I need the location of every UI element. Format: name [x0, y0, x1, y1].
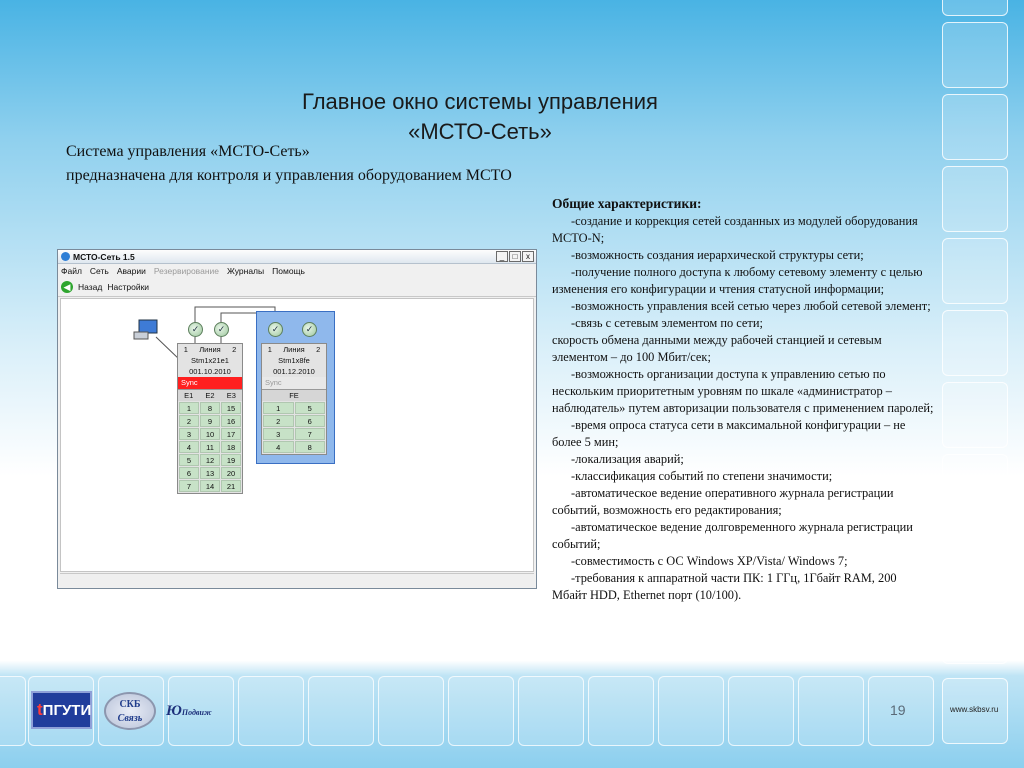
page-number: 19	[890, 702, 906, 718]
port-cell[interactable]: 12	[200, 454, 220, 466]
feature-item: -классификация событий по степени значимости;	[571, 469, 833, 483]
port-headers	[178, 389, 242, 401]
port-grid	[178, 401, 242, 493]
port-cell[interactable]: 7	[295, 428, 326, 440]
menu-file[interactable]: Файл	[61, 266, 82, 276]
port-cell[interactable]: 10	[200, 428, 220, 440]
features-title: Общие характеристики:	[552, 196, 702, 211]
device-line-row	[178, 344, 242, 355]
app-window	[57, 249, 537, 589]
port-cell[interactable]: 15	[221, 402, 241, 414]
line-2-label: 2	[232, 345, 237, 354]
feature-item: -автоматическое ведение долговременного журнала регистрации событий;	[552, 520, 913, 551]
feature-item: скорость обмена данными между рабочей станцией и сетевым элементом – до 100 Мбит/сек;	[552, 333, 882, 364]
network-canvas[interactable]	[60, 298, 534, 572]
port-cell[interactable]: 5	[179, 454, 199, 466]
device-stm1x21e1[interactable]	[177, 343, 243, 494]
line-label: Линия	[283, 345, 305, 354]
feature-item: -возможность создания иерархической структуры сети;	[571, 248, 864, 262]
feature-item: -требования к аппаратной части ПК: 1 ГГц, 1Гбайт RAM, 200 Мбайт HDD, Ethernet порт (10/100).	[552, 571, 897, 602]
port-cell[interactable]: 1	[263, 402, 294, 414]
settings-button[interactable]: Настройки	[107, 282, 150, 292]
close-button[interactable]: x	[522, 251, 534, 262]
line-port-icon[interactable]: ✓	[268, 322, 283, 337]
feature-item: -совместимость с ОС Windows XP/Vista/ Windows 7;	[571, 554, 848, 568]
port-cell[interactable]: 17	[221, 428, 241, 440]
features-list	[552, 213, 934, 604]
device-serial: 001.10.2010	[189, 367, 231, 376]
features-block	[552, 195, 934, 604]
window-title: МСТО-Сеть 1.5	[73, 251, 135, 262]
menu-help[interactable]: Помощь	[272, 266, 305, 276]
port-cell[interactable]: 7	[179, 480, 199, 492]
third-logo	[166, 694, 234, 730]
port-cell[interactable]: 3	[179, 428, 199, 440]
pguti-logo	[31, 691, 92, 729]
line-label: Линия	[199, 345, 221, 354]
port-cell[interactable]: 5	[295, 402, 326, 414]
feature-item: -связь с сетевым элементом по сети;	[571, 316, 763, 330]
skb-svyaz-logo	[104, 692, 156, 730]
intro-line2: предназначена для контроля и управления оборудованием МСТО	[66, 167, 512, 184]
device-line-row	[262, 344, 326, 355]
header-e2: E2	[205, 391, 215, 400]
decorative-tiles-right	[942, 0, 1012, 768]
port-cell[interactable]: 9	[200, 415, 220, 427]
port-cell[interactable]: 6	[179, 467, 199, 479]
port-cell[interactable]: 21	[221, 480, 241, 492]
port-cell[interactable]: 19	[221, 454, 241, 466]
device-name: Stm1x21e1	[191, 356, 229, 365]
feature-item: -время опроса статуса сети в максимальной конфигурации – не более 5 мин;	[552, 418, 906, 449]
port-cell[interactable]: 1	[179, 402, 199, 414]
computer-icon[interactable]	[133, 319, 159, 341]
third-logo-small: Подвиж	[181, 708, 212, 717]
menu-network[interactable]: Сеть	[89, 266, 109, 276]
port-cell[interactable]: 18	[221, 441, 241, 453]
skb-logo-line1: СКБ	[119, 699, 141, 710]
port-header-fe: FE	[262, 389, 326, 401]
intro-line1: Система управления «МСТО-Сеть»	[66, 143, 310, 160]
feature-item: -локализация аварий;	[571, 452, 684, 466]
device-name: Stm1x8fe	[278, 356, 310, 365]
feature-item: -создание и коррекция сетей созданных из модулей оборудования МСТО-N;	[552, 214, 918, 245]
port-grid	[262, 401, 326, 454]
status-bar	[60, 573, 534, 587]
port-cell[interactable]: 2	[263, 415, 294, 427]
window-titlebar[interactable]	[58, 250, 536, 264]
port-cell[interactable]: 13	[200, 467, 220, 479]
minimize-button[interactable]: _	[496, 251, 508, 262]
slide-title	[200, 87, 760, 147]
back-arrow-icon[interactable]: ◀	[61, 281, 73, 293]
sync-status: Sync	[262, 377, 326, 389]
skb-logo-line2: Связь	[117, 713, 143, 724]
line-port-icon[interactable]: ✓	[214, 322, 229, 337]
website-url: www.skbsv.ru	[950, 705, 999, 714]
header-e3: E3	[226, 391, 236, 400]
device-serial: 001.12.2010	[273, 367, 315, 376]
back-button[interactable]: Назад	[78, 282, 103, 292]
port-cell[interactable]: 20	[221, 467, 241, 479]
line-1-label: 1	[183, 345, 188, 354]
line-port-icon[interactable]: ✓	[188, 322, 203, 337]
menu-backup[interactable]: Резервирование	[153, 266, 219, 276]
port-cell[interactable]: 3	[263, 428, 294, 440]
feature-item: -возможность управления всей сетью через любой сетевой элемент;	[571, 299, 931, 313]
sync-status-alarm: Sync	[178, 377, 242, 389]
third-logo-text: Ю	[166, 703, 182, 719]
pguti-logo-text: ПГУТИ	[42, 702, 92, 719]
line-2-label: 2	[316, 345, 321, 354]
line-1-label: 1	[267, 345, 272, 354]
port-cell[interactable]: 4	[179, 441, 199, 453]
maximize-button[interactable]: □	[509, 251, 521, 262]
feature-item: -получение полного доступа к любому сетевому элементу с целью изменения его конфигурации и чтения статусной информации;	[552, 265, 923, 296]
port-cell[interactable]: 2	[179, 415, 199, 427]
line-port-icon[interactable]: ✓	[302, 322, 317, 337]
menu-logs[interactable]: Журналы	[227, 266, 265, 276]
menu-bar	[58, 264, 536, 278]
port-cell[interactable]: 16	[221, 415, 241, 427]
port-cell[interactable]: 4	[263, 441, 294, 453]
feature-item: -возможность организации доступа к управлению сетью по нескольким приоритетным уровням по шкале «администратор – наблюдатель» путем авторизации пользователя с применением паролей;	[552, 367, 934, 415]
port-cell[interactable]: 14	[200, 480, 220, 492]
slide-title-line1: Главное окно системы управления	[302, 89, 658, 114]
port-cell[interactable]: 11	[200, 441, 220, 453]
port-cell[interactable]: 8	[200, 402, 220, 414]
header-e1: E1	[184, 391, 194, 400]
port-cell[interactable]: 6	[295, 415, 326, 427]
intro-text	[66, 140, 512, 188]
feature-item: -автоматическое ведение оперативного журнала регистрации событий, возможность его редактирования;	[552, 486, 894, 517]
device-stm1x8fe[interactable]	[261, 343, 327, 455]
toolbar	[58, 278, 536, 297]
pguti-logo-prefix: t	[37, 700, 43, 719]
menu-alarms[interactable]: Аварии	[116, 266, 146, 276]
slide-title-line2: «МСТО-Сеть»	[408, 119, 552, 144]
port-cell[interactable]: 8	[295, 441, 326, 453]
app-icon	[61, 252, 70, 261]
